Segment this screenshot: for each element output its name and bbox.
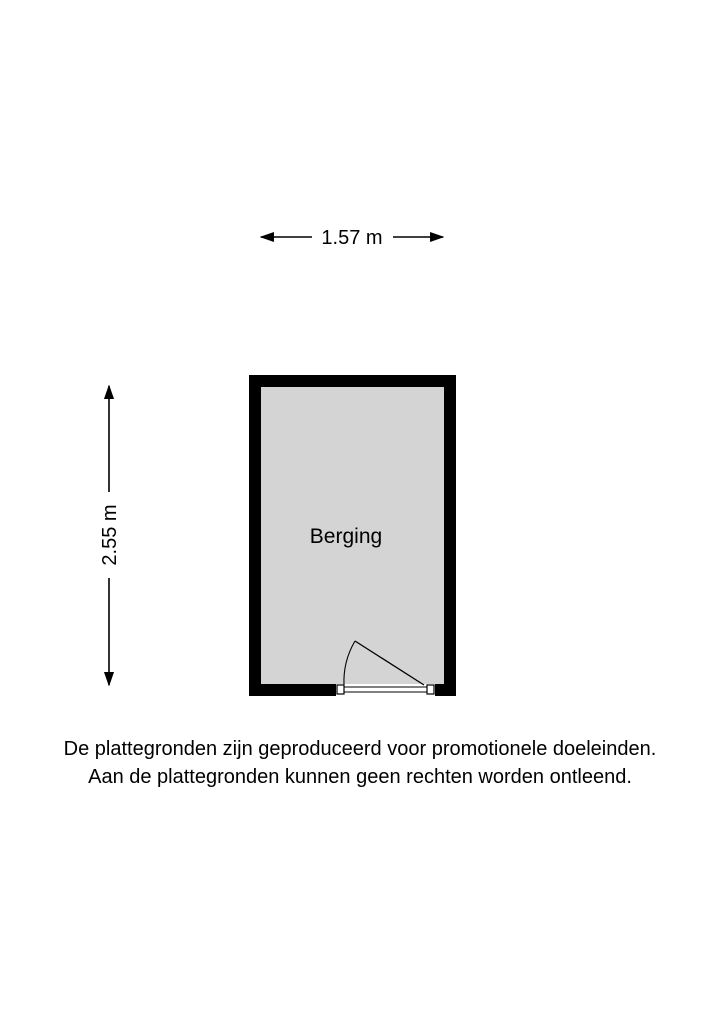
- width-dimension-label: 1.57 m: [321, 227, 383, 249]
- disclaimer-line-1: De plattegronden zijn geproduceerd voor promotionele doeleinden.: [63, 738, 657, 760]
- room-berging: [249, 375, 456, 696]
- door-opening: [336, 684, 435, 696]
- room-label: Berging: [309, 525, 383, 548]
- door-frame-left: [337, 685, 344, 694]
- width-dimension: [261, 227, 443, 249]
- door-frame-right: [427, 685, 434, 694]
- height-dimension: [99, 386, 121, 685]
- height-dimension-label: 2.55 m: [99, 504, 121, 566]
- disclaimer-line-2: Aan de plattegronden kunnen geen rechten worden ontleend.: [88, 766, 632, 788]
